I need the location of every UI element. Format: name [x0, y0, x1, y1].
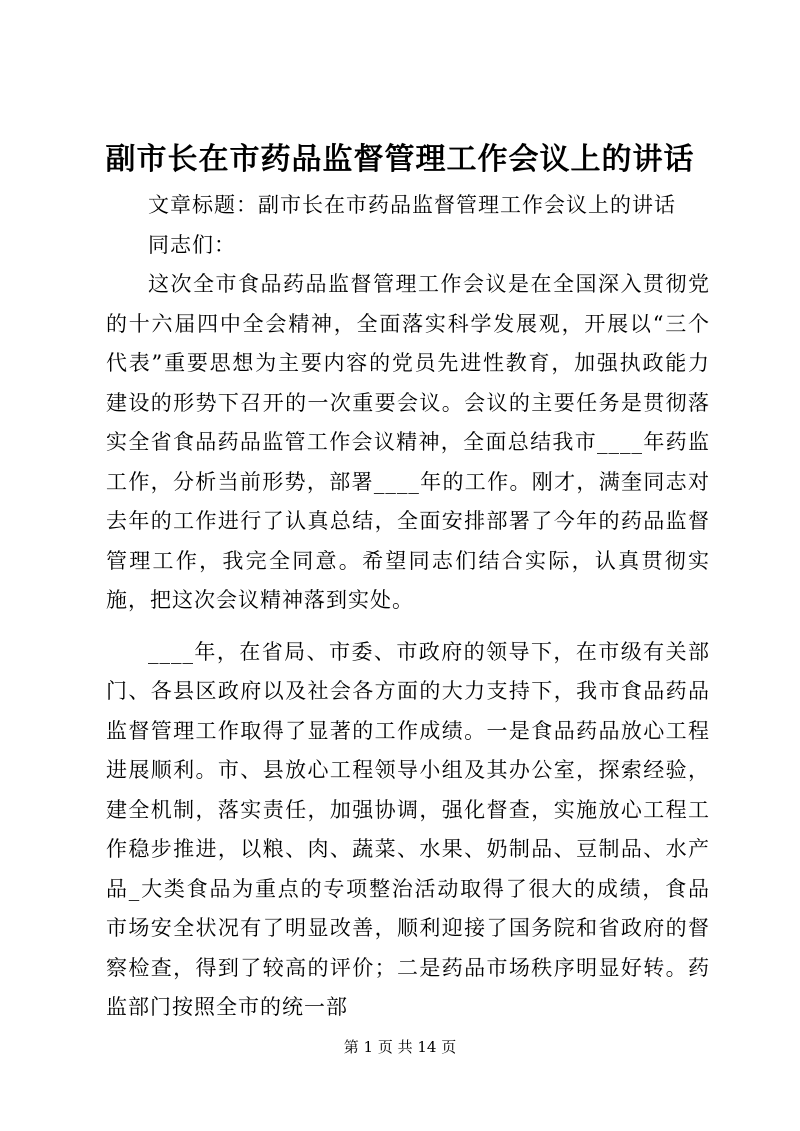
document-body: [106, 186, 710, 1028]
article-title-line: 文章标题：副市长在市药品监督管理工作会议上的讲话: [148, 193, 676, 217]
body-paragraph: 这次全市食品药品监督管理工作会议是在全国深入贯彻党的十六届四中全会精神，全面落实科学发展观，开展以“三个代表”重要思想为主要内容的党员先进性教育，加强执政能力建设的形势下召开的一次重要会议。会议的主要任务是贯彻落实全省食品药品监管工作会议精神，全面总结我市____年药监工作，分析当前形势，部署____年的工作。刚才，满奎同志对去年的工作进行了认真总结，全面安排部署了今年的药品监督管理工作，我完全同意。希望同志们结合实际，认真贯彻实施，把这次会议精神落到实处。: [106, 272, 710, 612]
salutation: 同志们：: [148, 232, 236, 257]
body-paragraph: ____年，在省局、市委、市政府的领导下，在市级有关部门、各县区政府以及社会各方面的大力支持下，我市食品药品监督管理工作取得了显著的工作成绩。一是食品药品放心工程进展顺利。市、县放心工程领导小组及其办公室，探索经验，建全机制，落实责任，加强协调，强化督查，实施放心工程工作稳步推进，以粮、肉、蔬菜、水果、奶制品、豆制品、水产品_大类食品为重点的专项整治活动取得了很大的成绩，食品市场安全状况有了明显改善，顺利迎接了国务院和省政府的督察检查，得到了较高的评价；二是药品市场秩序明显好转。药监部门按照全市的统一部: [106, 639, 710, 1019]
document-title: 副市长在市药品监督管理工作会议上的讲话: [105, 142, 695, 177]
page-number: 第 1 页 共 14 页: [343, 1038, 457, 1056]
